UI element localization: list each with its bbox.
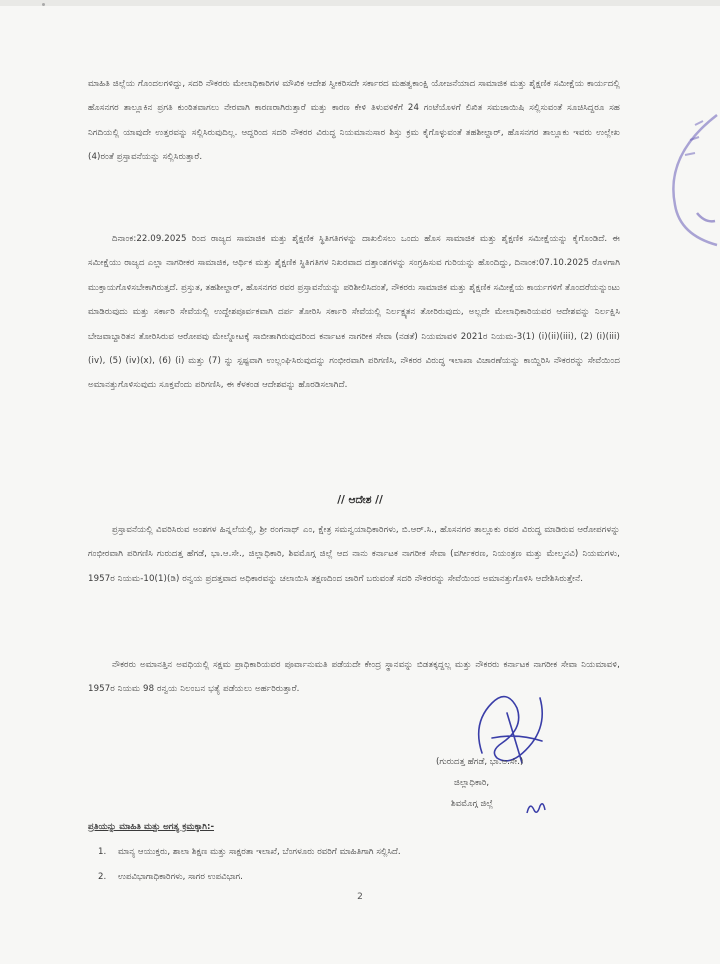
office-stamp-icon: [635, 95, 720, 255]
body-paragraph-2: ದಿನಾಂಕ:22.09.2025 ರಿಂದ ರಾಜ್ಯದ ಸಾಮಾಜಿಕ ಮತ್ತು ಶೈಕ್ಷಣಿಕ ಸ್ಥಿತಿಗತಿಗಳನ್ನು ದಾಖಲಿಸಲು ಒಂದು ಹೊಸ ಸಾಮಾಜಿಕ ಮತ್ತು ಶೈಕ್ಷಣಿಕ ಸಮೀಕ್ಷೆಯನ್ನು ಕೈಗೊಂಡಿದೆ. ಈ ಸಮೀಕ್ಷೆಯು ರಾಜ್ಯದ ಎಲ್ಲಾ ನಾಗರೀಕರ ಸಾಮಾಜಿಕ, ಆರ್ಥಿಕ ಮತ್ತು ಶೈಕ್ಷಣಿಕ ಸ್ಥಿತಿಗತಿಗಳ ನಿಖರವಾದ ದತ್ತಾಂಶಗಳನ್ನು ಸಂಗ್ರಹಿಸುವ ಗುರಿಯನ್ನು ಹೊಂದಿದ್ದು, ದಿನಾಂಕ:07.10.2025 ರೊಳಗಾಗಿ ಮುಕ್ತಾಯಗೊಳಿಸಬೇಕಾಗಿರುತ್ತದೆ. ಪ್ರಸ್ತುತ, ತಹಶೀಲ್ದಾರ್, ಹೊಸನಗರ ರವರ ಪ್ರಸ್ತಾವನೆಯನ್ನು ಪರಿಶೀಲಿಸಿದಂತೆ, ನೌಕರರು ಸಾಮಾಜಿಕ ಮತ್ತು ಶೈಕ್ಷಣಿಕ ಸಮೀಕ್ಷೆಯ ಕಾರ್ಯಗಳಿಗೆ ತೊಂದರೆಯನ್ನುಂಟು ಮಾಡಿರುವುದು ಮತ್ತು ಸರ್ಕಾರಿ ಸೇವೆಯಲ್ಲಿ ಉದ್ದೇಶಪೂರ್ವಕವಾಗಿ ದರ್ಪ ತೋರಿಸಿ ಸರ್ಕಾರಿ ಸೇವೆಯಲ್ಲಿ ನಿರ್ಲಕ್ಷ್ಯತನ ತೋರಿರುವುದು, ಅಲ್ಲದೇ ಮೇಲಾಧಿಕಾರಿಯವರ ಆದೇಶವನ್ನು ನಿರ್ಲಕ್ಷಿಸಿ ಬೇಜವಾಬ್ದಾರಿತನ ತೋರಿಸಿರುವ ಆರೋಪವು ಮೇಲ್ನೋಟಕ್ಕೆ ಸಾಬೀತಾಗಿರುವುದರಿಂದ ಕರ್ನಾಟಕ ನಾಗರೀಕ ಸೇವಾ (ನಡತೆ) ನಿಯಮಾವಳಿ 2021ರ ನಿಯಮ-3(1) (i)(ii)(iii), (2) (i)(iii)(iv), (5) (iv)(x), (6) (i) ಮತ್ತು (7) ನ್ನು ಸ್ಪಷ್ಟವಾಗಿ ಉಲ್ಲಂಘಿಸಿರುವುದನ್ನು ಗಂಭೀರವಾಗಿ ಪರಿಗಣಿಸಿ, ನೌಕರರ ವಿರುದ್ಧ ಇಲಾಖಾ ವಿಚಾರಣೆಯನ್ನು ಕಾಯ್ದಿರಿಸಿ ನೌಕರರನ್ನು ಸೇವೆಯಿಂದ ಅಮಾನತ್ತುಗೊಳಿಸುವುದು ಸೂಕ್ತವೆಂದು ಪರಿಗಣಿಸಿ, ಈ ಕೆಳಕಂಡ ಆದೇಶವನ್ನು ಹೊರಡಿಸಲಾಗಿದೆ.: [88, 234, 620, 391]
initials-icon: [524, 798, 548, 818]
signatory-designation: ಜಿಲ್ಲಾಧಿಕಾರಿ,: [454, 778, 490, 788]
list-item-number: 1.: [98, 847, 107, 857]
list-item: [98, 865, 401, 890]
order-heading: // ಆದೇಶ //: [337, 494, 383, 506]
list-item: [98, 840, 401, 865]
signatory-name: (ಗುರುದತ್ತ ಹೆಗಡೆ, ಭಾ.ಆ.ಸೇ.): [436, 757, 524, 767]
body-paragraph-1: ಮಾಹಿತಿ ಜಿಲ್ಲೆಯ ಗೊಂದಲಗಳಿದ್ದು, ಸದರಿ ನೌಕರರು ಮೇಲಾಧಿಕಾರಿಗಳ ಮೌಖಿಕ ಆದೇಶ ಸ್ವೀಕರಿಸದೇ ಸರ್ಕಾರದ ಮಹತ್ವಕಾಂಕ್ಷಿ ಯೋಜನೆಯಾದ ಸಾಮಾಜಿಕ ಮತ್ತು ಶೈಕ್ಷಣಿಕ ಸಮೀಕ್ಷೆಯ ಕಾರ್ಯದಲ್ಲಿ ಹೊಸನಗರ ತಾಲ್ಲೂಕಿನ ಪ್ರಗತಿ ಕುಂಠಿತವಾಗಲು ನೇರವಾಗಿ ಕಾರಣರಾಗಿರುತ್ತಾರೆ ಮತ್ತು ಕಾರಣ ಕೇಳಿ ತಿಳುವಳಿಕೆಗೆ 24 ಗಂಟೆಯೊಳಗೆ ಲಿಖಿತ ಸಮಜಾಯಿಷಿ ಸಲ್ಲಿಸುವಂತೆ ಸೂಚಿಸಿದ್ದರೂ ಸಹ ನಿಗದಿಯಲ್ಲಿ ಯಾವುದೇ ಉತ್ತರವನ್ನು ಸಲ್ಲಿಸಿರುವುದಿಲ್ಲ. ಆದ್ದರಿಂದ ಸದರಿ ನೌಕರರ ವಿರುದ್ಧ ನಿಯಮಾನುಸಾರ ಶಿಸ್ತು ಕ್ರಮ ಕೈಗೊಳ್ಳುವಂತೆ ತಹಶೀಲ್ದಾರ್, ಹೊಸನಗರ ತಾಲ್ಲೂಕು ಇವರು ಉಲ್ಲೇಖ (4)ರಂತೆ ಪ್ರಸ್ತಾವನೆಯನ್ನು ಸಲ್ಲಿಸಿರುತ್ತಾರೆ.: [88, 79, 620, 163]
page-number: 2: [357, 892, 363, 902]
signature-block: [436, 752, 523, 815]
copy-section-title: ಪ್ರತಿಯನ್ನು ಮಾಹಿತಿ ಮತ್ತು ಅಗತ್ಯ ಕ್ರಮಕ್ಕಾಗಿ:-: [88, 822, 215, 832]
list-item-text: ಮಾನ್ಯ ಆಯುಕ್ತರು, ಶಾಲಾ ಶಿಕ್ಷಣ ಮತ್ತು ಸಾಕ್ಷರತಾ ಇಲಾಖೆ, ಬೆಂಗಳೂರು ರವರಿಗೆ ಮಾಹಿತಿಗಾಗಿ ಸಲ್ಲಿಸಿದೆ.: [118, 847, 401, 857]
order-paragraph-1: ಪ್ರಸ್ತಾವನೆಯಲ್ಲಿ ವಿವರಿಸಿರುವ ಅಂಶಗಳ ಹಿನ್ನಲೆಯಲ್ಲಿ, ಶ್ರೀ ರಂಗನಾಥ್ ಎಂ, ಕ್ಷೇತ್ರ ಸಮನ್ವಯಾಧಿಕಾರಿಗಳು, ಬಿ.ಆರ್.ಸಿ., ಹೊಸನಗರ ತಾಲ್ಲೂಕು ರವರ ವಿರುದ್ಧ ಮಾಡಿರುವ ಆರೋಪಗಳನ್ನು ಗಂಭೀರವಾಗಿ ಪರಿಗಣಿಸಿ ಗುರುದತ್ತ ಹೆಗಡೆ, ಭಾ.ಆ.ಸೇ., ಜಿಲ್ಲಾಧಿಕಾರಿ, ಶಿವಮೊಗ್ಗ ಜಿಲ್ಲೆ ಆದ ನಾನು ಕರ್ನಾಟಕ ನಾಗರೀಕ ಸೇವಾ (ವರ್ಗೀಕರಣ, ನಿಯಂತ್ರಣ ಮತ್ತು ಮೇಲ್ಮನವಿ) ನಿಯಮಗಳು, 1957ರ ನಿಯಮ-10(1)(ಡಿ) ರನ್ವಯ ಪ್ರದತ್ತವಾದ ಅಧಿಕಾರವನ್ನು ಚಲಾಯಿಸಿ ತಕ್ಷಣದಿಂದ ಜಾರಿಗೆ ಬರುವಂತೆ ಸದರಿ ನೌಕರರನ್ನು ಸೇವೆಯಿಂದ ಅಮಾನತ್ತುಗೊಳಿಸಿ ಆದೇಶಿಸಿರುತ್ತೇನೆ.: [88, 525, 620, 584]
list-item-text: ಉಪವಿಭಾಗಾಧಿಕಾರಿಗಳು, ಸಾಗರ ಉಪವಿಭಾಗ.: [118, 872, 243, 882]
list-item-number: 2.: [98, 872, 107, 882]
signatory-district: ಶಿವಮೊಗ್ಗ ಜಿಲ್ಲೆ: [451, 799, 494, 809]
order-paragraph-2: ನೌಕರರು ಅಮಾನತ್ತಿನ ಅವಧಿಯಲ್ಲಿ ಸಕ್ಷಮ ಪ್ರಾಧಿಕಾರಿಯವರ ಪೂರ್ವಾನುಮತಿ ಪಡೆಯದೇ ಕೇಂದ್ರ ಸ್ಥಾನವನ್ನು ಬಿಡತಕ್ಕದ್ದಲ್ಲ ಮತ್ತು ನೌಕರರು ಕರ್ನಾಟಕ ನಾಗರೀಕ ಸೇವಾ ನಿಯಮಾವಳಿ, 1957ರ ನಿಯಮ 98 ರನ್ವಯ ನಿಲಂಬನ ಭತ್ಯೆ ಪಡೆಯಲು ಅರ್ಹರಿರುತ್ತಾರೆ.: [88, 660, 620, 695]
copy-recipient-list: [98, 840, 401, 890]
